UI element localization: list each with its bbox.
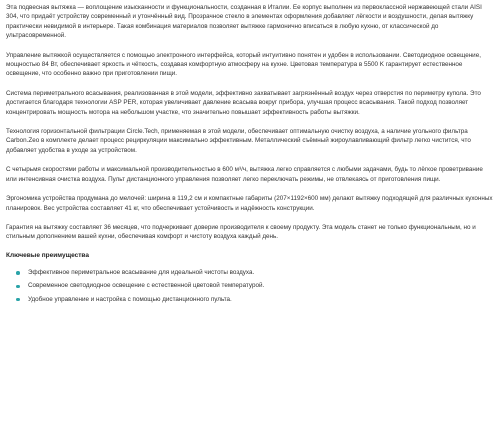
benefit-item: [16, 282, 494, 290]
paragraph-ergonomics: Эргономика устройства продумана до мелочей: ширина в 119,2 см и компактные габариты (207×1192×600 мм) делают вытяжку подходящей для различных кухонных планировок. Вес устройства составляет 41 кг, что обеспечивает устойчивость и надёжность конструкции.: [6, 195, 493, 212]
paragraph-control-lighting: Управление вытяжкой осуществляется с помощью электронного интерфейса, который интуитивно понятен и удобен в использовании. Светодиодное освещение, мощностью 84 Вт, обеспечивает яркость и чёткость, создавая комфортную атмосферу на кухне. Цветовая температура в 5500 K гарантирует естественное освещение, что особенно важно при приготовлении пищи.: [6, 51, 481, 78]
bullet-dot-icon: [16, 298, 20, 302]
benefit-text: Удобное управление и настройка с помощью дистанционного пульта.: [28, 295, 232, 303]
paragraph-filtration: Технология горизонтальной фильтрации Circle.Tech, применяемая в этой модели, обеспечивает оптимальную очистку воздуха, а наличие угольного фильтра Carbon.Zeo в комплекте делает процесс рециркуляции максимально эффективным. Металлический съёмный жироулавливающий фильтр легко чистится, что добавляет удобства в уходе за устройством.: [6, 128, 471, 154]
benefit-text: Современное светодиодное освещение с естественной цветовой температурой.: [28, 282, 265, 290]
benefit-text: Эффективное периметральное всасывание для идеальной чистоты воздуха.: [28, 269, 255, 277]
benefits-heading: Ключевые преимущества: [6, 251, 89, 259]
benefit-item: [16, 269, 494, 277]
benefits-list: [6, 269, 494, 303]
product-description: [6, 3, 494, 309]
benefit-item: [16, 296, 494, 304]
bullet-dot-icon: [16, 285, 20, 289]
bullet-dot-icon: [16, 271, 20, 275]
paragraph-design: Эта подвесная вытяжка — воплощение изысканности и функциональности, созданная в Италии. Ее корпус выполнен из первоклассной нержавеющей стали AISI 304, что придаёт устройству современный и утончённый вид. Прозрачное стекло в элементах оформления добавляет лёгкости и воздушности, делая вытяжку практически невидимой в интерьере. Такая комбинация материалов позволяет вытяжке гармонично вписаться в любую кухню, от классической до ультрасовременной.: [6, 4, 482, 40]
paragraph-warranty: Гарантия на вытяжку составляет 36 месяцев, что подчеркивает доверие производителя к своему продукту. Эта модель станет не только функциональным, но и стильным дополнением вашей кухни, обеспечивая комфорт и чистоту воздуха каждый день.: [6, 223, 476, 241]
paragraph-perimeter-suction: Система периметрального всасывания, реализованная в этой модели, эффективно захватывает загрязнённый воздух через отверстия по периметру купола. Это достигается благодаря технологии ASP PER, которая увеличивает давление всасыва вокруг прибора, улучшая процесс всасывания. Такой подход позволяет концентрировать мощность мотора на небольшом участке, что значительно повышает эффективность работы вытяжки.: [6, 89, 481, 116]
paragraph-speeds-performance: С четырьмя скоростями работы и максимальной производительностью в 600 м³/ч, вытяжка легко справляется с любыми задачами, будь то лёгкое проветривание или интенсивная очистка воздуха. Пульт дистанционного управления позволяет легко переключать режимы, не отвлекаясь от приготовления пищи.: [6, 166, 483, 183]
